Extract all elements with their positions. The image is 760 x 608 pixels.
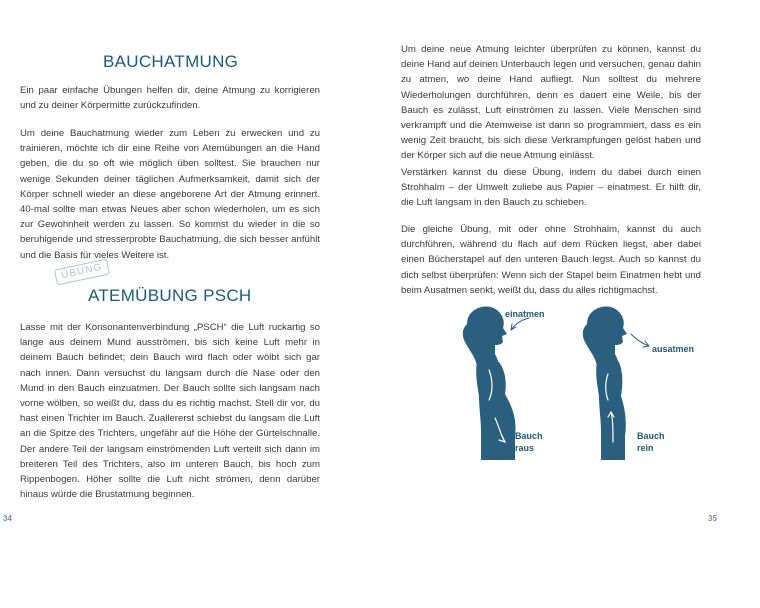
books-paragraph: Die gleiche Übung, mit oder ohne Strohhalm, kannst du auch durchführen, während du flach auf dem Rücken liegst, aber dabei einen Bücherstapel auf den unteren Bauch legst. Auch so kannst du dich selbst überprüfen: Wenn sich der Stapel beim Einatmen hebt und beim Ausatmen senkt, weißt du, dass du alles richtigmachst. (401, 224, 701, 296)
label-bauch-raus-line1: Bauch (515, 431, 543, 441)
right-page (380, 0, 760, 608)
uebung-stamp: ÜBUNG (54, 259, 110, 286)
bauchatmung-paragraph: Um deine Bauchatmung wieder zum Leben zu erwecken und zu trainieren, möchte ich dir eine Reihe von Atemübungen an die Hand geben, die du so oft wie möglich üben solltest. Sie brauchen nur wenige Sekunden deiner täglichen Aufmerksamkeit, damit sich der Körper schnell wieder an diese angeborene Art der Atmung erinnert. 40-mal sollte man etwas Neues aber schon wiederholen, um es sich zur Gewohnheit werden zu lassen. So kommst du wieder in die so beruhigende und stresserprobte Bauchatmung, die sich besser anfühlt und die Basis für vieles Weitere ist. (20, 128, 320, 261)
page-number-left: 34 (3, 514, 12, 523)
check-paragraph: Um deine neue Atmung leichter überprüfen zu können, kannst du deine Hand auf deinen Unterbauch legen und versuchen, genau dahin zu atmen, wo deine Hand aufliegt. Nun solltest du mehrere Wiederholungen durchführen, denn es dauert eine Weile, bis der Bauch es zulässt, Luft einströmen zu lassen. Viele Menschen sind verkrampft und die Atemweise ist dann so programmiert, dass es ein wenig Zeit braucht, bis sich diese Verkrampfungen gelöst haben und der Körper sich auf die neue Atmung einlässt. (401, 44, 701, 162)
heading-atemuebung-psch: ATEMÜBUNG PSCH (88, 286, 252, 305)
exhale-head-silhouette (583, 306, 627, 366)
label-bauch-raus (515, 430, 543, 454)
heading-bauchatmung: BAUCHATMUNG (103, 52, 239, 71)
page-number-right: 35 (708, 514, 717, 523)
inhale-head-silhouette (463, 306, 507, 366)
label-einatmen: einatmen (505, 309, 545, 319)
label-bauch-raus-line2: raus (515, 443, 535, 453)
label-bauch-rein (637, 430, 665, 454)
label-bauch-rein-line1: Bauch (637, 431, 665, 441)
exhale-mouth-arrow (631, 334, 649, 346)
psch-paragraph: Lasse mit der Konsonantenverbindung „PSCH“ die Luft ruckartig so lange aus deinem Mund ausströmen, bis sich keine Luft mehr in deinem Bauch befindet; dein Bauch wird flach oder wölbt sich gar nach innen. Dann versuchst du langsam durch die Nase oder den Mund in den Bauch einzuatmen. Der Bauch sollte sich langsam nach vorne wölben, so weißt du, dass du es richtig machst. Stell dir vor, du hast einen Trichter im Bauch. Zuallererst schiebst du langsam die Luft an die Spitze des Trichters, ungefähr auf die Höhe der Gürtelschnalle. Der andere Teil der langsam einströmenden Luft verteilt sich dann im breiteren Teil des Trichters, also im unteren Bauch, bis hoch zum Rippenbogen. Höher sollte die Luft nicht strömen, denn darüber hinaus würde die Brustatmung beginnen. (20, 322, 320, 501)
label-bauch-rein-line2: rein (637, 443, 654, 453)
straw-paragraph: Verstärken kannst du diese Übung, indem du dabei durch einen Strohhalm – der Umwelt zuliebe aus Papier – einatmest. Er hilft dir, die Luft langsam in den Bauch zu schieben. (401, 167, 701, 209)
intro-paragraph: Ein paar einfache Übungen helfen dir, deine Atmung zu korrigieren und zu deiner Körpermitte zurückzufinden. (20, 85, 320, 112)
label-ausatmen: ausatmen (652, 344, 695, 354)
inhale-torso-silhouette (476, 362, 515, 460)
